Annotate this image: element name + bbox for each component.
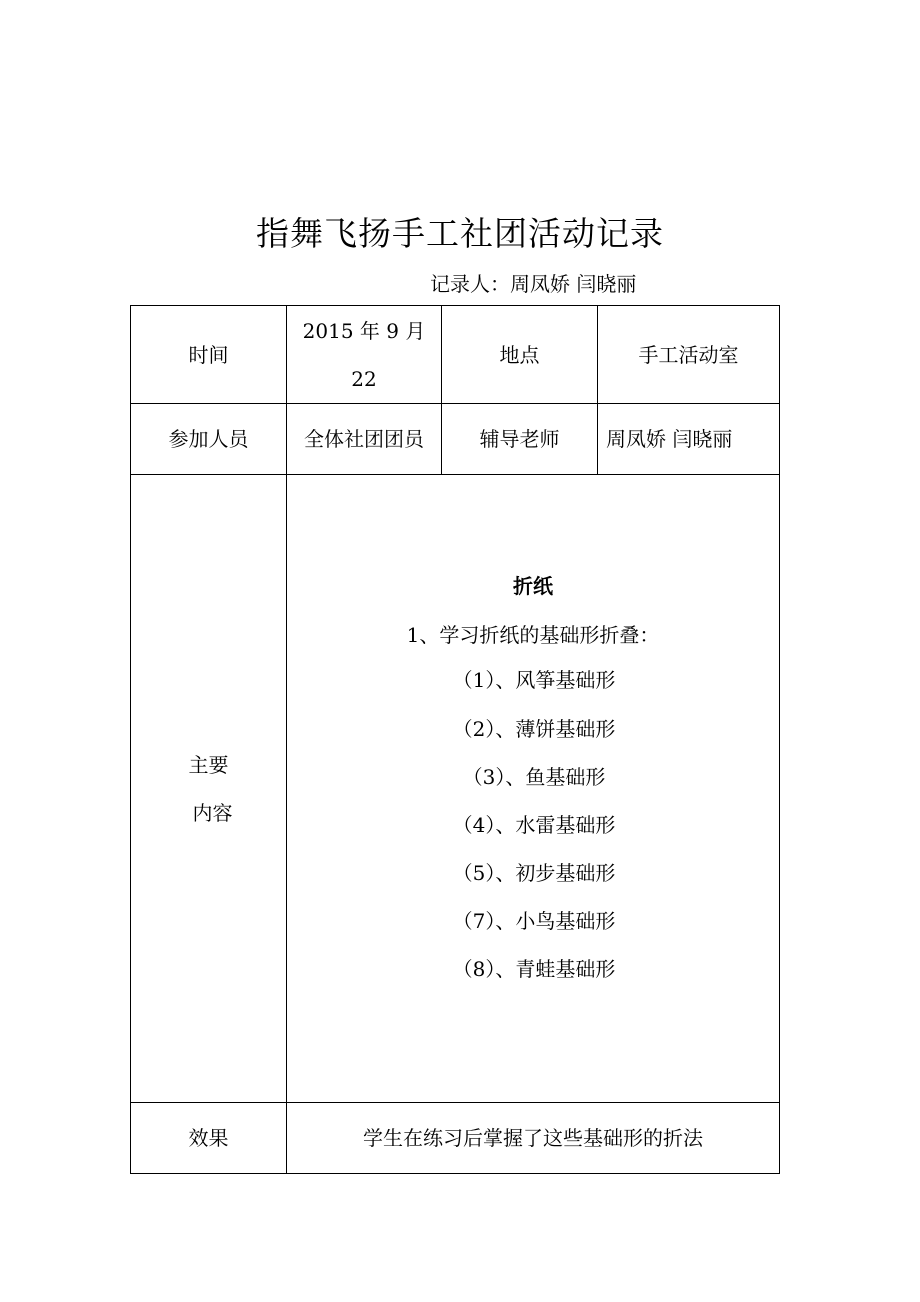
recorder-line: 记录人：周凤娇 闫晓丽 (430, 272, 637, 296)
date-line-1: 2015 年 9 月 (302, 318, 426, 343)
list-item: （8）、青蛙基础形 (452, 957, 616, 982)
effect-label: 效果 (131, 1103, 287, 1174)
content-section-title: 1、学习折纸的基础形折叠： (406, 623, 660, 648)
main-content-body (287, 475, 780, 1103)
table-row (131, 306, 780, 404)
list-item: （3）、鱼基础形 (462, 764, 606, 789)
table-row (131, 404, 780, 475)
effect-value: 学生在练习后掌握了这些基础形的折法 (287, 1103, 780, 1174)
main-content-label-line-2: 内容 (192, 800, 233, 825)
participants-value: 全体社团团员 (287, 404, 442, 475)
time-label: 时间 (131, 306, 287, 404)
teacher-label: 辅导老师 (442, 404, 598, 475)
teacher-value: 周凤娇 闫晓丽 (598, 404, 780, 475)
list-item: （5）、初步基础形 (452, 861, 616, 886)
date-value (287, 306, 442, 404)
list-item: （2）、薄饼基础形 (452, 716, 616, 741)
place-label: 地点 (442, 306, 598, 404)
main-content-label (131, 475, 287, 1103)
list-item: （7）、小鸟基础形 (452, 909, 616, 934)
list-item: （4）、水雷基础形 (452, 812, 616, 837)
date-line-2: 22 (351, 366, 377, 391)
table-row (131, 475, 780, 1103)
activity-record-table (130, 305, 780, 1174)
page-title: 指舞飞扬手工社团活动记录 (256, 214, 664, 253)
participants-label: 参加人员 (131, 404, 287, 475)
place-value: 手工活动室 (598, 306, 780, 404)
list-item: （1）、风筝基础形 (452, 668, 616, 693)
table-row (131, 1103, 780, 1174)
main-content-label-line-1: 主要 (188, 752, 229, 777)
content-heading: 折纸 (513, 574, 553, 599)
